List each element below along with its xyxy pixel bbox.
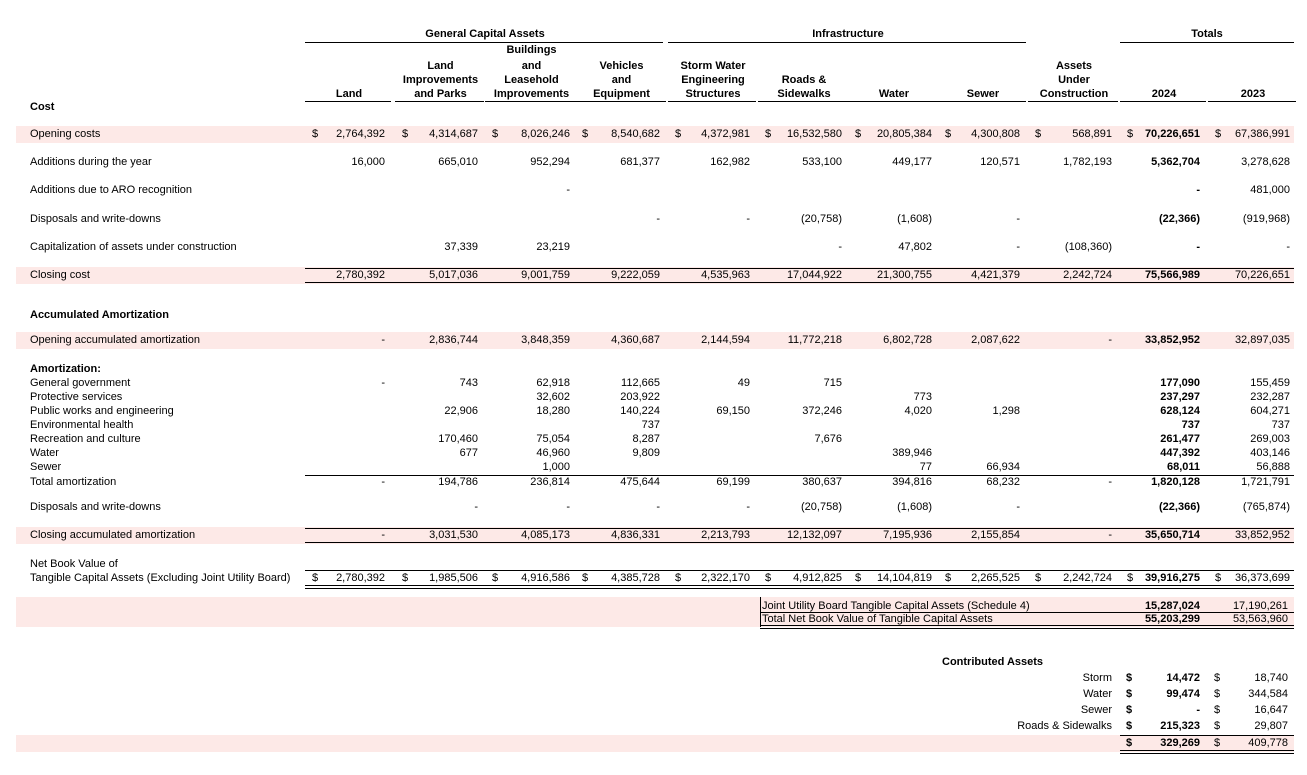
- cell-opening-costs: 20,805,384: [876, 128, 932, 140]
- cell-water: 389,946: [892, 447, 932, 459]
- cell-sewer: 56,888: [1256, 461, 1290, 473]
- column-header-underline: [848, 101, 938, 102]
- closing-cost-bottomline: [305, 282, 1294, 283]
- nbv-double-underline: [305, 585, 1294, 589]
- currency-symbol: $: [1126, 672, 1133, 684]
- row-label-aro: Additions due to ARO recognition: [30, 184, 193, 196]
- jub-2024: 15,287,024: [1144, 600, 1200, 612]
- cell-opening-costs: 16,532,580: [786, 128, 842, 140]
- cell-closing-accum: 33,852,952: [1234, 529, 1290, 541]
- cell-recreation: 75,054: [536, 433, 570, 445]
- cell-additions: 681,377: [620, 156, 660, 168]
- cell-recreation: 8,287: [632, 433, 660, 445]
- cell-sewer: 77: [919, 461, 932, 473]
- cell-recreation: 170,460: [438, 433, 478, 445]
- cell-closing-cost: 75,566,989: [1144, 269, 1200, 281]
- cell-general-government: 49: [737, 377, 750, 389]
- cell-water: 403,146: [1250, 447, 1290, 459]
- cell-capitalization: -: [1016, 241, 1020, 253]
- cell-capitalization: 47,802: [898, 241, 932, 253]
- currency-symbol: $: [765, 572, 772, 584]
- cell-protective-services: 773: [913, 391, 932, 403]
- column-header: Improvements: [493, 88, 570, 100]
- row-label-protective-services: Protective services: [30, 391, 123, 403]
- column-header: Construction: [1039, 88, 1109, 100]
- cell-sewer: 1,000: [542, 461, 570, 473]
- cell-capitalization: (108,360): [1064, 241, 1112, 253]
- cell-opening-accum: 4,360,687: [611, 334, 660, 346]
- cell-opening-accum: 3,848,359: [521, 334, 570, 346]
- cell-net-book-value: 39,916,275: [1144, 572, 1200, 584]
- cell-public-works: 140,224: [620, 405, 660, 417]
- currency-symbol: $: [1214, 704, 1221, 716]
- cell-water: 9,809: [632, 447, 660, 459]
- jub-left-border: [760, 597, 761, 627]
- cell-protective-services: 232,287: [1250, 391, 1290, 403]
- closing-accum-topline: [305, 528, 1294, 529]
- contributed-total-double-underline: [1120, 750, 1294, 754]
- row-label-environmental-health: Environmental health: [30, 419, 134, 431]
- total-nbv-label: Total Net Book Value of Tangible Capital Assets: [762, 613, 993, 625]
- cell-opening-costs: 8,540,682: [611, 128, 660, 140]
- cell-recreation: 261,477: [1160, 433, 1200, 445]
- cell-total-amortization: -: [1108, 476, 1112, 488]
- cell-capitalization: -: [838, 241, 842, 253]
- contributed-title: Contributed Assets: [942, 656, 1044, 668]
- cell-total-amortization: 194,786: [438, 476, 478, 488]
- closing-cost-topline: [305, 268, 1294, 269]
- cell-total-amortization: 69,199: [716, 476, 750, 488]
- cell-protective-services: 237,297: [1160, 391, 1200, 403]
- row-label-net-book-value: Tangible Capital Assets (Excluding Joint Utility Board): [30, 572, 291, 584]
- currency-symbol: $: [765, 128, 772, 140]
- section-amortization: Amortization:: [30, 363, 101, 375]
- cell-closing-accum: 2,213,793: [701, 529, 750, 541]
- cell-opening-costs: 4,372,981: [701, 128, 750, 140]
- cell-closing-accum: 3,031,530: [429, 529, 478, 541]
- cell-opening-accum: 11,772,218: [787, 334, 842, 346]
- row-label-opening-costs: Opening costs: [30, 128, 101, 140]
- group-totals-underline: [1120, 42, 1294, 43]
- total-nbv-2024: 55,203,299: [1144, 613, 1200, 625]
- cell-opening-costs: 67,386,991: [1234, 128, 1290, 140]
- column-header: and Parks: [414, 88, 467, 100]
- currency-symbol: $: [1214, 688, 1221, 700]
- cell-additions: 5,362,704: [1151, 156, 1200, 168]
- column-header: Storm Water: [680, 60, 746, 72]
- cell-additions: 449,177: [892, 156, 932, 168]
- currency-symbol: $: [402, 572, 409, 584]
- currency-symbol: $: [312, 572, 319, 584]
- cell-disposals-accum: -: [474, 501, 478, 513]
- cell-public-works: 628,124: [1160, 405, 1200, 417]
- column-header: Sewer: [966, 88, 1000, 100]
- contributed-2024: 99,474: [1166, 688, 1200, 700]
- column-header-underline: [758, 101, 848, 102]
- column-header: Water: [878, 88, 910, 100]
- band-contributed-total: [16, 735, 1294, 752]
- currency-symbol: $: [945, 128, 952, 140]
- currency-symbol: $: [1127, 128, 1134, 140]
- column-header: and: [611, 74, 632, 86]
- cell-protective-services: 32,602: [536, 391, 570, 403]
- contributed-2023: 18,740: [1254, 672, 1288, 684]
- currency-symbol: $: [492, 128, 499, 140]
- cell-opening-accum: 2,087,622: [971, 334, 1020, 346]
- contributed-2024: 14,472: [1166, 672, 1200, 684]
- column-header: Under: [1058, 74, 1090, 86]
- currency-symbol: $: [675, 128, 682, 140]
- column-header: Equipment: [593, 88, 650, 100]
- cell-opening-costs: 4,300,808: [971, 128, 1020, 140]
- contributed-2023: 16,647: [1254, 704, 1288, 716]
- cell-net-book-value: 2,322,170: [701, 572, 750, 584]
- cell-disposals: (919,968): [1242, 213, 1290, 225]
- cell-net-book-value: 4,916,586: [521, 572, 570, 584]
- contributed-label: Sewer: [1080, 704, 1112, 716]
- total-nbv-double-underline: [760, 625, 1294, 629]
- cell-water: 677: [459, 447, 478, 459]
- row-label-general-government: General government: [30, 377, 131, 389]
- cell-sewer: 66,934: [986, 461, 1020, 473]
- column-header: Vehicles: [599, 60, 644, 72]
- cell-water: 447,392: [1160, 447, 1200, 459]
- cell-public-works: 4,020: [904, 405, 932, 417]
- column-header-underline: [395, 101, 484, 102]
- cell-total-amortization: 236,814: [530, 476, 570, 488]
- cell-additions: 952,294: [530, 156, 570, 168]
- cell-closing-accum: 2,155,854: [971, 529, 1020, 541]
- cell-opening-accum: -: [1108, 334, 1112, 346]
- cell-opening-costs: 568,891: [1072, 128, 1112, 140]
- row-label-additions: Additions during the year: [30, 156, 152, 168]
- currency-symbol: $: [945, 572, 952, 584]
- cell-environmental-health: 737: [1181, 419, 1200, 431]
- cell-closing-accum: 12,132,097: [786, 529, 842, 541]
- currency-symbol: $: [1035, 128, 1042, 140]
- currency-symbol: $: [1127, 572, 1134, 584]
- column-header-underline: [1208, 101, 1296, 102]
- cell-aro: -: [1196, 184, 1200, 196]
- cell-opening-accum: 32,897,035: [1234, 334, 1290, 346]
- cell-net-book-value: 2,265,525: [971, 572, 1020, 584]
- contributed-2023: 29,807: [1254, 720, 1288, 732]
- cell-disposals: -: [746, 213, 750, 225]
- cell-disposals-accum: (20,758): [801, 501, 842, 513]
- cell-disposals-accum: -: [1016, 501, 1020, 513]
- column-header: 2023: [1240, 88, 1266, 100]
- cell-disposals-accum: (765,874): [1242, 501, 1290, 513]
- column-header: and: [521, 60, 542, 72]
- contributed-label: Water: [1083, 688, 1112, 700]
- cell-closing-accum: 4,085,173: [521, 529, 570, 541]
- column-header: Improvements: [402, 74, 479, 86]
- cell-closing-cost: 4,421,379: [971, 269, 1020, 281]
- currency-symbol: $: [1126, 720, 1133, 732]
- nbv-topline: [305, 570, 1294, 571]
- currency-symbol: $: [582, 572, 589, 584]
- column-header-underline: [1120, 101, 1206, 102]
- cell-net-book-value: 2,780,392: [336, 572, 385, 584]
- column-header: Engineering: [681, 74, 745, 86]
- column-header-underline: [1028, 101, 1118, 102]
- cell-closing-accum: -: [1108, 529, 1112, 541]
- column-header: Land: [427, 60, 454, 72]
- cell-disposals-accum: -: [566, 501, 570, 513]
- cell-general-government: -: [381, 377, 385, 389]
- currency-symbol: $: [1126, 737, 1133, 749]
- cell-closing-cost: 70,226,651: [1234, 269, 1290, 281]
- cell-net-book-value: 2,242,724: [1063, 572, 1112, 584]
- cell-closing-accum: 4,836,331: [611, 529, 660, 541]
- cell-disposals-accum: -: [746, 501, 750, 513]
- cell-additions: 665,010: [438, 156, 478, 168]
- cell-total-amortization: 68,232: [986, 476, 1020, 488]
- cell-aro: 481,000: [1250, 184, 1290, 196]
- cell-public-works: 22,906: [444, 405, 478, 417]
- cell-public-works: 372,246: [802, 405, 842, 417]
- cell-disposals: -: [1016, 213, 1020, 225]
- cell-closing-cost: 21,300,755: [876, 269, 932, 281]
- currency-symbol: $: [1214, 737, 1221, 749]
- group-general-capital-underline: [305, 42, 663, 43]
- cell-public-works: 18,280: [536, 405, 570, 417]
- column-header: Leasehold: [504, 74, 559, 86]
- cell-capitalization: 37,339: [444, 241, 478, 253]
- currency-symbol: $: [1126, 704, 1133, 716]
- contributed-label: Storm: [1082, 672, 1112, 684]
- currency-symbol: $: [1214, 720, 1221, 732]
- row-label-disposals-accum: Disposals and write-downs: [30, 501, 161, 513]
- cell-capitalization: -: [1196, 241, 1200, 253]
- cell-total-amortization: 380,637: [802, 476, 842, 488]
- cell-total-amortization: -: [381, 476, 385, 488]
- cell-disposals: (1,608): [897, 213, 932, 225]
- cell-net-book-value: 4,385,728: [611, 572, 660, 584]
- cell-closing-accum: 35,650,714: [1144, 529, 1200, 541]
- section-accumulated: Accumulated Amortization: [30, 309, 169, 321]
- cell-opening-costs: 4,314,687: [429, 128, 478, 140]
- cell-opening-costs: 2,764,392: [336, 128, 385, 140]
- cell-public-works: 69,150: [716, 405, 750, 417]
- contributed-2024: -: [1196, 704, 1200, 716]
- cell-general-government: 743: [459, 377, 478, 389]
- cell-additions: 3,278,628: [1241, 156, 1290, 168]
- cell-disposals: (22,366): [1159, 213, 1200, 225]
- cell-general-government: 177,090: [1160, 377, 1200, 389]
- column-header-underline: [938, 101, 1026, 102]
- group-general-capital: General Capital Assets: [425, 28, 545, 40]
- cell-disposals-accum: -: [656, 501, 660, 513]
- cell-opening-accum: 2,144,594: [701, 334, 750, 346]
- jub-2023: 17,190,261: [1232, 600, 1288, 612]
- currency-symbol: $: [855, 128, 862, 140]
- cell-protective-services: 203,922: [620, 391, 660, 403]
- currency-symbol: $: [855, 572, 862, 584]
- row-label-water: Water: [30, 447, 59, 459]
- currency-symbol: $: [1215, 572, 1222, 584]
- column-header: Structures: [685, 88, 741, 100]
- cell-total-amortization: 475,644: [620, 476, 660, 488]
- cell-public-works: 1,298: [992, 405, 1020, 417]
- cell-total-amortization: 394,816: [892, 476, 932, 488]
- cell-opening-accum: 6,802,728: [883, 334, 932, 346]
- cell-recreation: 269,003: [1250, 433, 1290, 445]
- row-label-closing-accum: Closing accumulated amortization: [30, 529, 196, 541]
- cell-closing-cost: 9,001,759: [521, 269, 570, 281]
- cell-capitalization: 23,219: [536, 241, 570, 253]
- cell-opening-costs: 8,026,246: [521, 128, 570, 140]
- currency-symbol: $: [312, 128, 319, 140]
- cell-sewer: 68,011: [1166, 461, 1200, 473]
- cell-recreation: 7,676: [814, 433, 842, 445]
- contributed-2024: 215,323: [1160, 720, 1200, 732]
- cell-closing-accum: 7,195,936: [883, 529, 932, 541]
- cell-net-book-value: 14,104,819: [876, 572, 932, 584]
- group-infrastructure: Infrastructure: [812, 28, 884, 40]
- contributed-2024: 329,269: [1160, 737, 1200, 749]
- cell-closing-cost: 17,044,922: [786, 269, 842, 281]
- row-label-closing-cost: Closing cost: [30, 269, 90, 281]
- section-cost: Cost: [30, 101, 55, 113]
- column-header: Roads &: [781, 74, 827, 86]
- jub-label: Joint Utility Board Tangible Capital Assets (Schedule 4): [762, 600, 1030, 612]
- column-header: Sidewalks: [777, 88, 831, 100]
- column-header: Assets: [1055, 60, 1093, 72]
- cell-general-government: 715: [823, 377, 842, 389]
- cell-additions: 533,100: [802, 156, 842, 168]
- cell-total-amortization: 1,721,791: [1241, 476, 1290, 488]
- column-header-underline: [575, 101, 666, 102]
- row-label-disposals: Disposals and write-downs: [30, 213, 161, 225]
- cell-water: 46,960: [536, 447, 570, 459]
- currency-symbol: $: [582, 128, 589, 140]
- cell-general-government: 62,918: [536, 377, 570, 389]
- cell-additions: 120,571: [980, 156, 1020, 168]
- cell-closing-accum: -: [381, 529, 385, 541]
- contributed-total-topline: [1120, 735, 1294, 736]
- cell-public-works: 604,271: [1250, 405, 1290, 417]
- cell-closing-cost: 5,017,036: [429, 269, 478, 281]
- cell-general-government: 112,665: [621, 377, 660, 389]
- currency-symbol: $: [1126, 688, 1133, 700]
- column-header: 2024: [1151, 88, 1177, 100]
- total-nbv-2023: 53,563,960: [1232, 613, 1288, 625]
- column-header-underline: [485, 101, 576, 102]
- total-amort-topline: [305, 475, 1294, 476]
- row-label-public-works: Public works and engineering: [30, 405, 174, 417]
- group-totals: Totals: [1191, 28, 1223, 40]
- cell-disposals: -: [656, 213, 660, 225]
- cell-disposals-accum: (1,608): [897, 501, 932, 513]
- cell-opening-accum: -: [381, 334, 385, 346]
- cell-closing-cost: 4,535,963: [701, 269, 750, 281]
- column-header-underline: [668, 101, 756, 102]
- cell-additions: 1,782,193: [1063, 156, 1112, 168]
- currency-symbol: $: [1215, 128, 1222, 140]
- row-label-opening-accum: Opening accumulated amortization: [30, 334, 200, 346]
- cell-net-book-value: 4,912,825: [793, 572, 842, 584]
- cell-total-amortization: 1,820,128: [1151, 476, 1200, 488]
- row-label-capitalization: Capitalization of assets under construction: [30, 241, 237, 253]
- cell-environmental-health: 737: [1271, 419, 1290, 431]
- contributed-2023: 409,778: [1248, 737, 1288, 749]
- cell-closing-cost: 9,222,059: [611, 269, 660, 281]
- nbv-label-line1: Net Book Value of: [30, 558, 118, 570]
- cell-capitalization: -: [1286, 241, 1290, 253]
- currency-symbol: $: [492, 572, 499, 584]
- cell-aro: -: [566, 184, 570, 196]
- row-label-recreation: Recreation and culture: [30, 433, 141, 445]
- group-infrastructure-underline: [668, 42, 1026, 43]
- currency-symbol: $: [1035, 572, 1042, 584]
- row-label-total-amortization: Total amortization: [30, 476, 117, 488]
- cell-opening-accum: 33,852,952: [1144, 334, 1200, 346]
- cell-closing-cost: 2,242,724: [1063, 269, 1112, 281]
- currency-symbol: $: [402, 128, 409, 140]
- row-label-sewer: Sewer: [30, 461, 62, 473]
- cell-disposals-accum: (22,366): [1159, 501, 1200, 513]
- cell-environmental-health: 737: [641, 419, 660, 431]
- cell-disposals: (20,758): [801, 213, 842, 225]
- column-header: Buildings: [506, 44, 557, 56]
- currency-symbol: $: [675, 572, 682, 584]
- cell-opening-costs: 70,226,651: [1144, 128, 1200, 140]
- cell-net-book-value: 36,373,699: [1234, 572, 1290, 584]
- contributed-2023: 344,584: [1248, 688, 1288, 700]
- cell-general-government: 155,459: [1250, 377, 1290, 389]
- cell-additions: 16,000: [351, 156, 385, 168]
- currency-symbol: $: [1214, 672, 1221, 684]
- cell-additions: 162,982: [710, 156, 750, 168]
- cell-net-book-value: 1,985,506: [429, 572, 478, 584]
- closing-accum-bottomline: [305, 542, 1294, 543]
- cell-opening-accum: 2,836,744: [429, 334, 478, 346]
- cell-closing-cost: 2,780,392: [336, 269, 385, 281]
- column-header-underline: [305, 101, 391, 102]
- contributed-label: Roads & Sidewalks: [1017, 720, 1112, 732]
- column-header: Land: [335, 88, 363, 100]
